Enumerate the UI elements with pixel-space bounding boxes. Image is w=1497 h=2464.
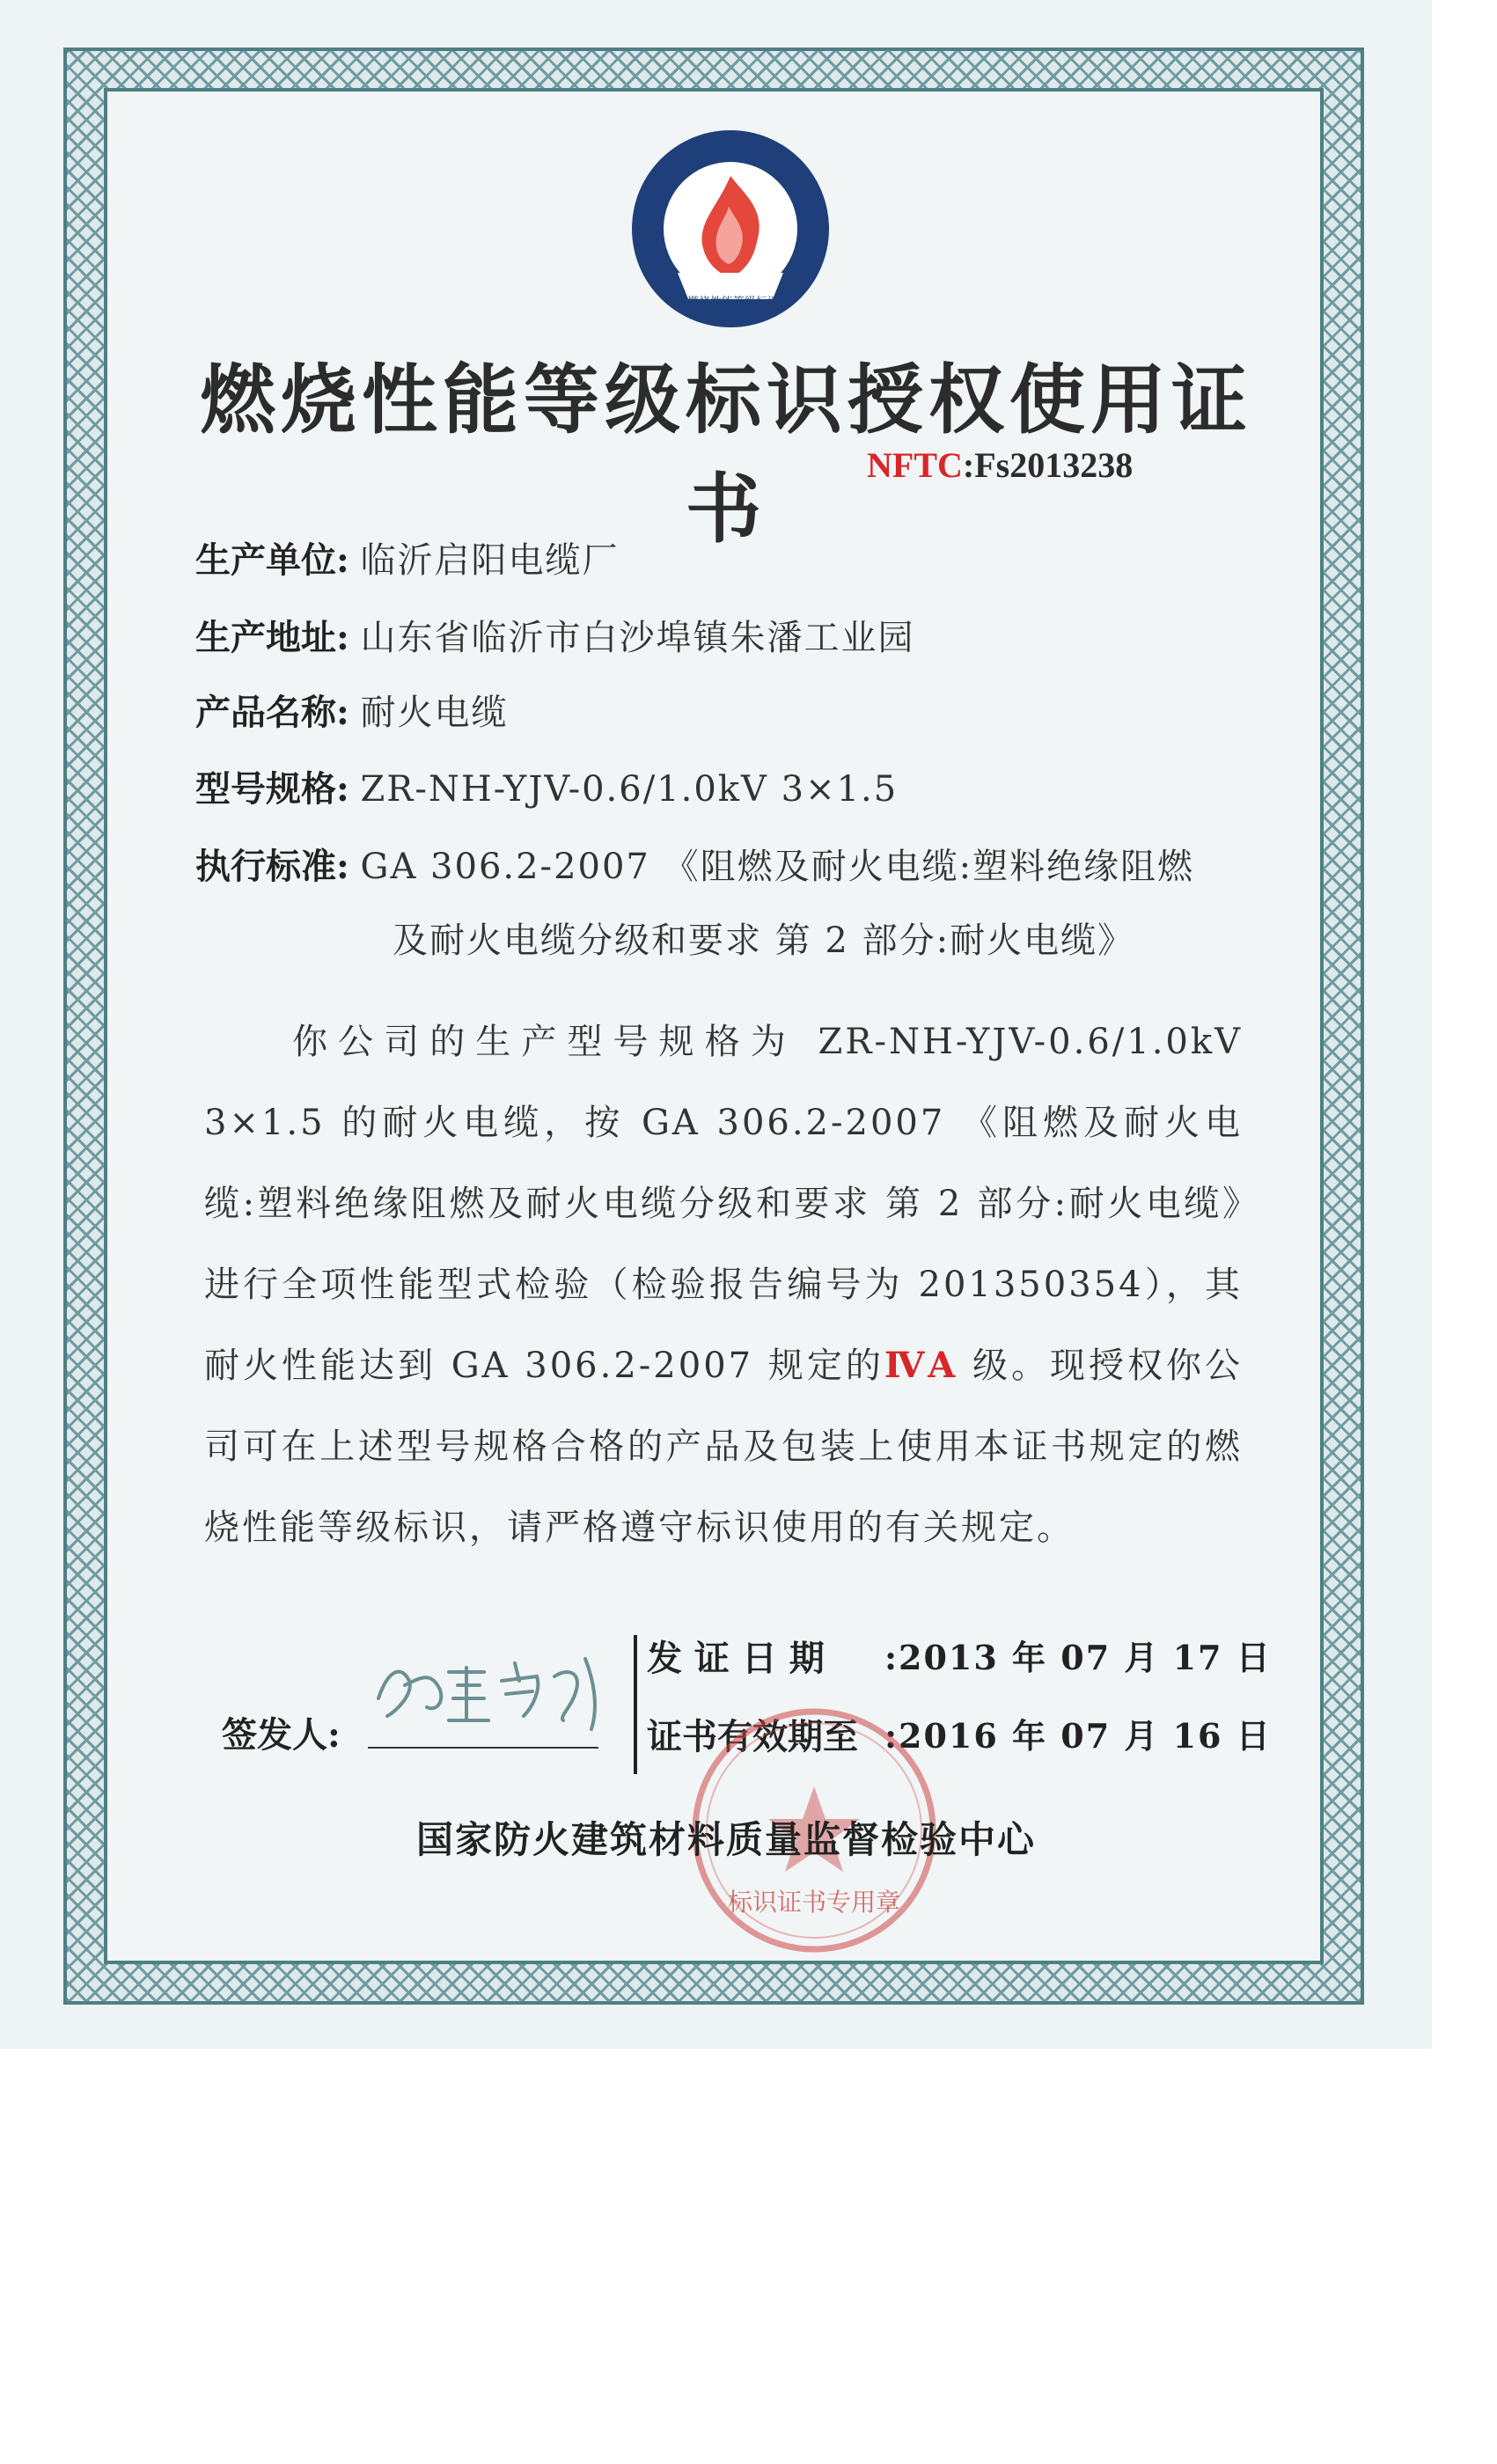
valid-until-label: 证书有效期至 xyxy=(647,1716,858,1757)
field-model-spec xyxy=(195,761,898,811)
field-standard-continued: 及耐火电缆分级和要求 第 2 部分:耐火电缆》 xyxy=(393,920,1135,961)
field-value: 临沂启阳电缆厂 xyxy=(360,540,620,581)
certificate-title: 燃烧性能等级标识授权使用证书 xyxy=(200,356,1252,554)
field-value: GA 306.2-2007 《阻燃及耐火电缆:塑料绝缘阻燃 xyxy=(360,847,1195,887)
valid-until-value: :2016 年 07 月 16 日 xyxy=(884,1716,1272,1756)
field-standard xyxy=(195,839,1194,889)
field-producer xyxy=(195,532,619,583)
field-value: 山东省临沂市白沙埠镇朱潘工业园 xyxy=(360,618,915,658)
field-label: 执行标准: xyxy=(195,846,349,887)
field-label: 生产单位: xyxy=(195,539,349,581)
authorization-paragraph xyxy=(204,1001,1243,1568)
field-label: 型号规格: xyxy=(195,768,349,810)
certificate-code-value: Fs2013238 xyxy=(974,445,1134,485)
certificate-code-separator: : xyxy=(962,445,975,485)
body-text-part-1: 你公司的生产型号规格为 ZR-NH-YJV-0.6/1.0kV 3×1.5 的耐火电缆，按 GA 306.2-2007 《阻燃及耐火电缆:塑料绝缘阻燃及耐火电缆分级和要求 第 2 部分:耐火电缆》进行全项性能型式检验（检验报告编号为 201350354），其耐火性能达到 GA 306.2-2007 规定的 xyxy=(204,1022,1243,1386)
signer-label: 签发人: xyxy=(222,1714,341,1756)
field-product-name xyxy=(195,685,508,735)
field-value: ZR-NH-YJV-0.6/1.0kV 3×1.5 xyxy=(360,769,899,810)
body-text-part-2: 级。现授权你公司可在上述型号规格合格的产品及包装上使用本证书规定的燃烧性能等级标识，请严格遵守标识使用的有关规定。 xyxy=(204,1346,1243,1548)
issuing-authority: 国家防火建筑材料质量监督检验中心 xyxy=(415,1818,1036,1861)
issue-date-label: 发 证 日 期 xyxy=(647,1638,825,1679)
fire-grade: ⅣA xyxy=(884,1345,958,1386)
seal-center-text: 标识证书专用章 xyxy=(727,1888,900,1917)
field-label: 生产地址: xyxy=(195,617,349,658)
issue-date-value: :2013 年 07 月 17 日 xyxy=(884,1638,1272,1677)
field-value: 耐火电缆 xyxy=(360,693,509,733)
field-address xyxy=(195,610,914,660)
handwritten-signature xyxy=(361,1637,642,1734)
certificate-code-label: NFTC xyxy=(867,445,963,485)
divider-bar xyxy=(634,1635,637,1774)
emblem-caption: 燃烧性能等级标识 xyxy=(686,296,779,309)
signature-line xyxy=(368,1747,598,1749)
field-label: 产品名称: xyxy=(195,692,349,733)
certificate-number xyxy=(867,444,1133,486)
